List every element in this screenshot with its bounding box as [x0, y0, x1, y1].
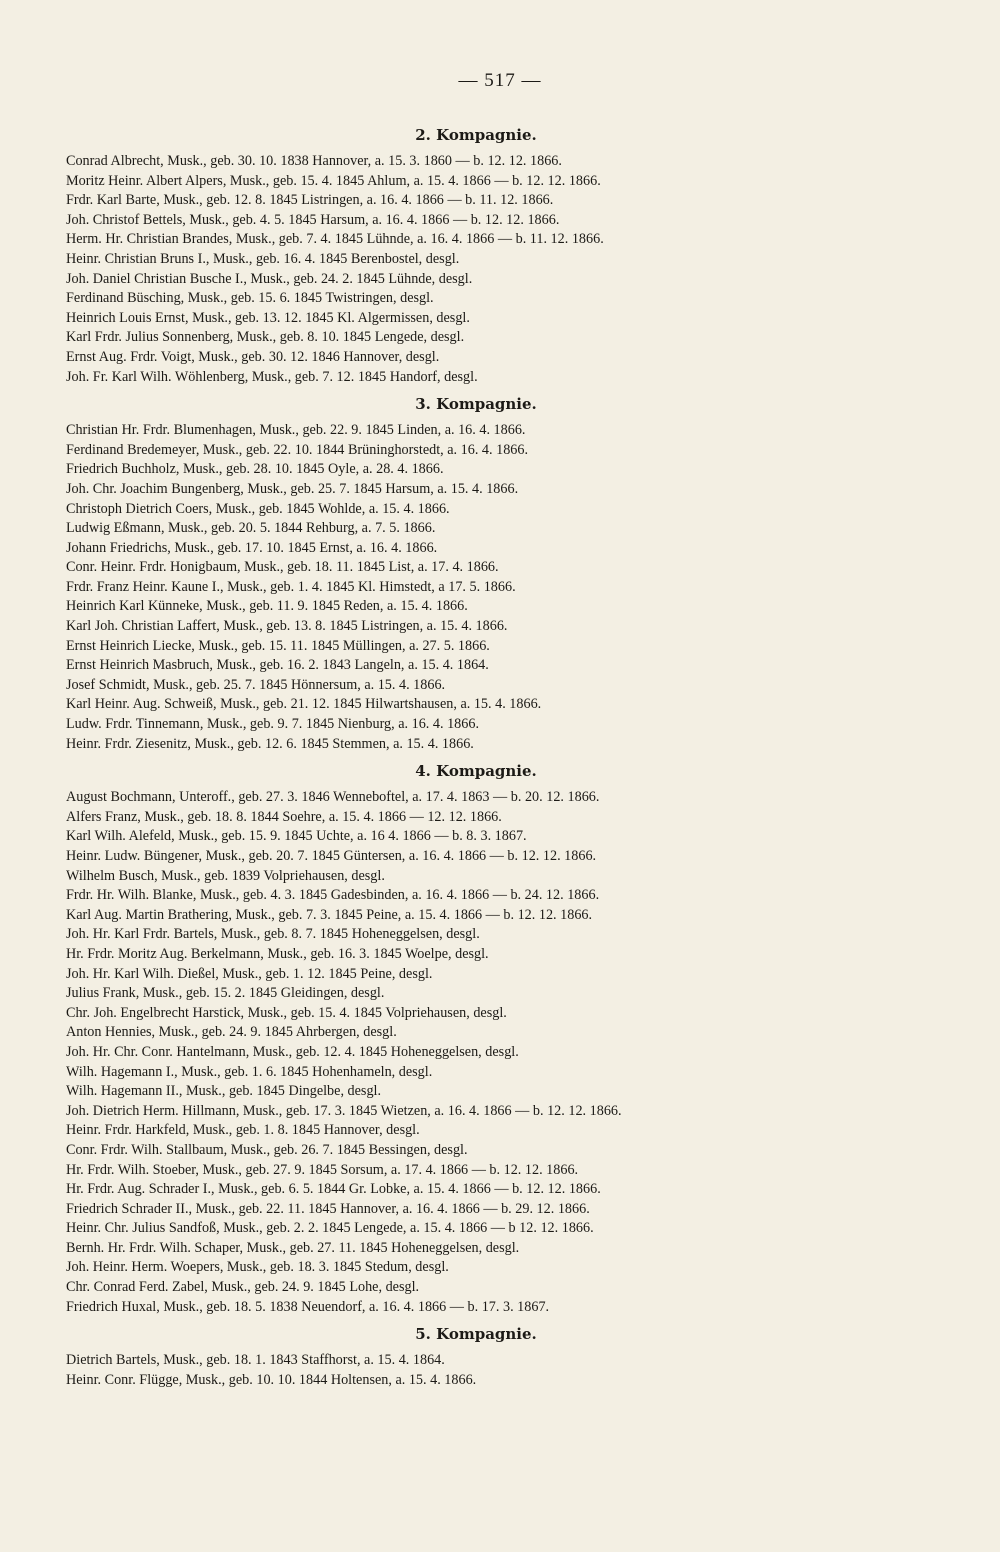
roster-entry: Hr. Frdr. Moritz Aug. Berkelmann, Musk., geb. 16. 3. 1845 Woelpe, desgl. — [66, 945, 489, 962]
roster-entry: Heinr. Frdr. Harkfeld, Musk., geb. 1. 8. 1845 Hannover, desgl. — [66, 1122, 420, 1139]
roster-entry: Heinr. Conr. Flügge, Musk., geb. 10. 10. 1844 Holtensen, a. 15. 4. 1866. — [66, 1371, 477, 1388]
roster-entry: Julius Frank, Musk., geb. 15. 2. 1845 Gleidingen, desgl. — [66, 985, 385, 1002]
roster-entry: Joh. Christof Bettels, Musk., geb. 4. 5. 1845 Harsum, a. 16. 4. 1866 — b. 12. 12. 1866. — [66, 211, 560, 228]
roster-entry: Joh. Hr. Chr. Conr. Hantelmann, Musk., geb. 12. 4. 1845 Hoheneggelsen, desgl. — [66, 1043, 519, 1060]
roster-entry: Hr. Frdr. Wilh. Stoeber, Musk., geb. 27. 9. 1845 Sorsum, a. 17. 4. 1866 — b. 12. 12. 1866. — [66, 1161, 579, 1178]
roster-entry: Alfers Franz, Musk., geb. 18. 8. 1844 Soehre, a. 15. 4. 1866 — 12. 12. 1866. — [66, 808, 502, 825]
roster-entry: Ludw. Frdr. Tinnemann, Musk., geb. 9. 7. 1845 Nienburg, a. 16. 4. 1866. — [66, 716, 480, 733]
roster-entry: Friedrich Buchholz, Musk., geb. 28. 10. 1845 Oyle, a. 28. 4. 1866. — [66, 461, 444, 478]
roster-entry: Ludwig Eßmann, Musk., geb. 20. 5. 1844 Rehburg, a. 7. 5. 1866. — [66, 520, 436, 537]
company-section — [66, 754, 886, 1317]
roster-entry: Frdr. Karl Barte, Musk., geb. 12. 8. 1845 Listringen, a. 16. 4. 1866 — b. 11. 12. 1866. — [66, 192, 554, 209]
roster-entry: Karl Heinr. Aug. Schweiß, Musk., geb. 21. 12. 1845 Hilwartshausen, a. 15. 4. 1866. — [66, 696, 542, 713]
roster-entry: Ferdinand Büsching, Musk., geb. 15. 6. 1845 Twistringen, desgl. — [66, 290, 434, 307]
company-section — [66, 118, 886, 387]
roster-entry: Heinr. Ludw. Büngener, Musk., geb. 20. 7. 1845 Güntersen, a. 16. 4. 1866 — b. 12. 12. 1866. — [66, 848, 597, 864]
roster-entry: Dietrich Bartels, Musk., geb. 18. 1. 1843 Staffhorst, a. 15. 4. 1864. — [66, 1352, 445, 1369]
company-section — [66, 1317, 886, 1390]
roster-entry: Josef Schmidt, Musk., geb. 25. 7. 1845 Hönnersum, a. 15. 4. 1866. — [66, 676, 446, 693]
company-heading: 2. Kompagnie. — [415, 126, 537, 144]
roster-entry: Conr. Frdr. Wilh. Stallbaum, Musk., geb. 26. 7. 1845 Bessingen, desgl. — [66, 1141, 468, 1158]
roster-entry: Joh. Chr. Joachim Bungenberg, Musk., geb. 25. 7. 1845 Harsum, a. 15. 4. 1866. — [66, 480, 519, 497]
roster-entry: Bernh. Hr. Frdr. Wilh. Schaper, Musk., geb. 27. 11. 1845 Hoheneggelsen, desgl. — [66, 1239, 520, 1256]
roster-entry: Wilhelm Busch, Musk., geb. 1839 Volpriehausen, desgl. — [66, 867, 385, 884]
roster-entry: Karl Aug. Martin Brathering, Musk., geb. 7. 3. 1845 Peine, a. 15. 4. 1866 — b. 12. 12. 1866. — [66, 906, 593, 923]
roster-entry: Conr. Heinr. Frdr. Honigbaum, Musk., geb. 18. 11. 1845 List, a. 17. 4. 1866. — [66, 559, 499, 576]
roster-entry: Anton Hennies, Musk., geb. 24. 9. 1845 Ahrbergen, desgl. — [66, 1024, 397, 1041]
company-heading: 3. Kompagnie. — [415, 395, 537, 414]
page-number: — 517 — — [458, 70, 542, 91]
roster-entry: Karl Joh. Christian Laffert, Musk., geb. 13. 8. 1845 Listringen, a. 15. 4. 1866. — [66, 618, 508, 635]
roster-entry: Christian Hr. Frdr. Blumenhagen, Musk., geb. 22. 9. 1845 Linden, a. 16. 4. 1866. — [66, 422, 526, 439]
roster-entry: Moritz Heinr. Albert Alpers, Musk., geb. 15. 4. 1845 Ahlum, a. 15. 4. 1866 — b. 12. 12. 1866. — [66, 172, 601, 189]
roster-entry: Joh. Hr. Karl Frdr. Bartels, Musk., geb. 8. 7. 1845 Hoheneggelsen, desgl. — [66, 926, 480, 943]
roster-entry: Ernst Heinrich Liecke, Musk., geb. 15. 11. 1845 Müllingen, a. 27. 5. 1866. — [66, 637, 490, 654]
roster-entry: Ernst Heinrich Masbruch, Musk., geb. 16. 2. 1843 Langeln, a. 15. 4. 1864. — [66, 657, 489, 674]
company-heading: 4. Kompagnie. — [415, 762, 537, 781]
roster-entry: Ferdinand Bredemeyer, Musk., geb. 22. 10. 1844 Brüninghorstedt, a. 16. 4. 1866. — [66, 441, 529, 458]
roster-entry: August Bochmann, Unteroff., geb. 27. 3. 1846 Wenneboftel, a. 17. 4. 1863 — b. 20. 12. 1866. — [66, 789, 600, 806]
roster-entry: Herm. Hr. Christian Brandes, Musk., geb. 7. 4. 1845 Lühnde, a. 16. 4. 1866 — b. 11. 12. 1866. — [66, 231, 604, 248]
roster-content — [66, 118, 886, 1390]
roster-entry: Joh. Hr. Karl Wilh. Dießel, Musk., geb. 1. 12. 1845 Peine, desgl. — [66, 965, 433, 982]
roster-entry: Wilh. Hagemann II., Musk., geb. 1845 Dingelbe, desgl. — [66, 1083, 382, 1100]
roster-entry: Conrad Albrecht, Musk., geb. 30. 10. 1838 Hannover, a. 15. 3. 1860 — b. 12. 12. 1866. — [66, 153, 562, 169]
roster-entry: Karl Wilh. Alefeld, Musk., geb. 15. 9. 1845 Uchte, a. 16 4. 1866 — b. 8. 3. 1867. — [66, 828, 527, 845]
company-section — [66, 387, 886, 754]
roster-entry: Joh. Daniel Christian Busche I., Musk., geb. 24. 2. 1845 Lühnde, desgl. — [66, 270, 473, 287]
roster-entry: Heinr. Christian Bruns I., Musk., geb. 16. 4. 1845 Berenbostel, desgl. — [66, 250, 460, 267]
roster-entry: Johann Friedrichs, Musk., geb. 17. 10. 1845 Ernst, a. 16. 4. 1866. — [66, 539, 438, 556]
roster-entry: Frdr. Hr. Wilh. Blanke, Musk., geb. 4. 3. 1845 Gadesbinden, a. 16. 4. 1866 — b. 24. 12. 1866. — [66, 887, 600, 904]
roster-entry: Friedrich Huxal, Musk., geb. 18. 5. 1838 Neuendorf, a. 16. 4. 1866 — b. 17. 3. 1867. — [66, 1298, 550, 1315]
roster-entry: Joh. Heinr. Herm. Woepers, Musk., geb. 18. 3. 1845 Stedum, desgl. — [66, 1259, 449, 1276]
roster-entry: Chr. Conrad Ferd. Zabel, Musk., geb. 24. 9. 1845 Lohe, desgl. — [66, 1279, 420, 1296]
roster-entry: Friedrich Schrader II., Musk., geb. 22. 11. 1845 Hannover, a. 16. 4. 1866 — b. 29. 12. 1866. — [66, 1200, 590, 1217]
roster-entry: Frdr. Franz Heinr. Kaune I., Musk., geb. 1. 4. 1845 Kl. Himstedt, a 17. 5. 1866. — [66, 578, 516, 595]
roster-entry: Ernst Aug. Frdr. Voigt, Musk., geb. 30. 12. 1846 Hannover, desgl. — [66, 348, 440, 365]
roster-entry: Heinr. Chr. Julius Sandfoß, Musk., geb. 2. 2. 1845 Lengede, a. 15. 4. 1866 — b 12. 12. 1866. — [66, 1220, 594, 1237]
roster-entry: Karl Frdr. Julius Sonnenberg, Musk., geb. 8. 10. 1845 Lengede, desgl. — [66, 329, 465, 346]
roster-entry: Christoph Dietrich Coers, Musk., geb. 1845 Wohlde, a. 15. 4. 1866. — [66, 500, 450, 517]
roster-entry: Heinr. Frdr. Ziesenitz, Musk., geb. 12. 6. 1845 Stemmen, a. 15. 4. 1866. — [66, 735, 474, 752]
roster-entry: Wilh. Hagemann I., Musk., geb. 1. 6. 1845 Hohenhameln, desgl. — [66, 1063, 433, 1080]
company-heading: 5. Kompagnie. — [415, 1325, 537, 1344]
roster-entry: Heinrich Louis Ernst, Musk., geb. 13. 12. 1845 Kl. Algermissen, desgl. — [66, 309, 470, 326]
roster-entry: Hr. Frdr. Aug. Schrader I., Musk., geb. 6. 5. 1844 Gr. Lobke, a. 15. 4. 1866 — b. 12. 12. 1866. — [66, 1181, 601, 1198]
roster-entry: Joh. Fr. Karl Wilh. Wöhlenberg, Musk., geb. 7. 12. 1845 Handorf, desgl. — [66, 368, 478, 385]
roster-entry: Chr. Joh. Engelbrecht Harstick, Musk., geb. 15. 4. 1845 Volpriehausen, desgl. — [66, 1004, 507, 1021]
roster-entry: Joh. Dietrich Herm. Hillmann, Musk., geb. 17. 3. 1845 Wietzen, a. 16. 4. 1866 — b. 12. 12. 1866. — [66, 1102, 622, 1119]
roster-entry: Heinrich Karl Künneke, Musk., geb. 11. 9. 1845 Reden, a. 15. 4. 1866. — [66, 598, 468, 615]
